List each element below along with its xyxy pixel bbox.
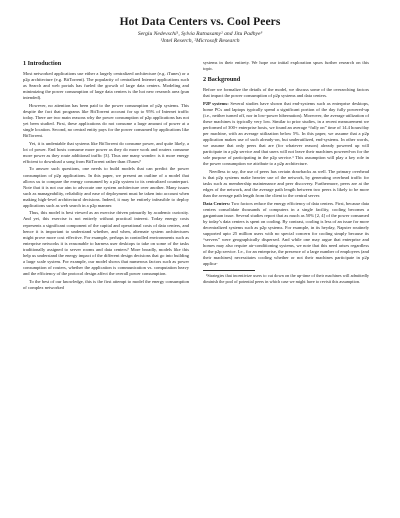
body-paragraph: To answer such questions, one needs to build models that can predict the power consumption of p2p applications. In this paper, we present an outline of a model that allows us to compare the energy consumed by a p2p system to its centralized counterpart. Note that it is not our aim to advocate one system architecture over another. Many issues such as manageability, reliability and ease of deployment must be taken into account when making high-level architectural decisions. Indeed, it may be entirely infeasible to deploy applications such as web search in a p2p manner.	[23, 166, 189, 208]
body-paragraph-datacenters	[203, 201, 369, 268]
body-paragraph: However, no attention has been paid to the power consumption of p2p systems. This despite the fact that programs like BitTorrent account for up to 95% of Internet traffic today. There are two main reasons why the power consumption of p2p applications has not yet been studied. First, these applications do not consume a large amount of power at a single location. Second, no central entity pays for the power consumed by applications like BitTorrent.	[23, 102, 189, 139]
body-paragraph: To the best of our knowledge, this is the first attempt to model the energy consumption of complex networked	[23, 278, 189, 290]
body-paragraph-drawbacks	[203, 169, 369, 199]
section-heading-background: 2 Background	[203, 76, 241, 84]
body-paragraph-p2p	[203, 101, 369, 168]
left-column	[23, 60, 189, 292]
paper-title: Hot Data Centers vs. Cool Peers	[119, 16, 281, 28]
body-paragraph: Thus, this model is best viewed as an exercise driven primarily by academic curiosity. And yet, this exercise is not entirely without practical interest. Today energy costs represents a significant component of the capital and operational costs of data centers, and hence it is important to understand whether, and when, alternate system architectures might prove more cost effective. For example, perhaps in controlled environments such as enterprise networks it is reasonable to harness user desktops to take on some of the tasks traditionally assigned to server rooms and data centers? More broadly, models like this help us understand the energy impact of the different design decisions that go into building a large scale system. For example, our model shows that numerous factors such as power consumption of routers, whether the application is communication vs. computation heavy and the efficiency of the protocol design affect the overall power consumption.	[23, 210, 189, 276]
author-block	[0, 31, 400, 45]
body-paragraph: Before we formalize the details of the model, we discuss some of the overarching factors that impact the power consumption of p2p systems and data centers.	[203, 87, 369, 99]
footnote-rule	[203, 270, 255, 271]
paragraph-text: Several studies have shown that end-systems such as enterprise desktops, home PCs and laptops typically spend a significant portion of the day fully powered-up (i.e., neither turned off, nor in low-power hibernation). Moreover, the average utilization of these machines is typically very low. Similar to prior studies, in a recent measurement we performed of 300+ enterprise hosts, we found an average “fully on” time of 14.4 hours/day per machine, with an average utilization below 5%. In this paper, we assume that a p2p application makes use of such already-on, but underutilized, end-systems. In other words, we assume that only peers that are (for whatever reason) already powered up will participate in a p2p service and that users will not leave their machines powered-on for the sole purpose of participating in the p2p service.¹ This assumption will play a key role in the power consumption we attribute to a p2p architecture.	[203, 100, 369, 167]
paragraph-text: Needless to say, the use of peers has certain drawbacks as well. The primary overhead is that p2p systems make heavier use of the network, by generating overhead traffic for tasks such as membership maintenance and peer discovery. Furthermore, peers are at the edges of the network, and the average path length between two peers is likely to be more than the average path length from the client to the central server.	[203, 168, 369, 199]
runin-heading-p2p: P2P systems:	[203, 100, 229, 106]
right-column	[203, 60, 369, 284]
body-paragraph-continuation: systems in their entirety. We hope our initial exploration spurs further research on this topic.	[203, 60, 369, 72]
author-names: Sergiu Nedevschi¹, Sylvia Ratnasamy² and Jitu Padhye³	[137, 31, 263, 37]
footnote: ¹Strategies that incentivize users to cut down on the up-time of their machines will admittedly diminish the pool of potential peers in which case we might have to revisit this assumption.	[203, 273, 369, 284]
paragraph-text: Two factors reduce the energy efficiency of data centers. First, because data centers consolidate thousands of computers in a single facility, cooling becomes a gargantuan issue. Several studies report that as much as 50% [2, 4] of the power consumed by today’s data centers is spent on cooling. By contrast, cooling is less of an issue for more decentralized systems such as p2p systems. For example, in its heyday, Napster routinely supported upto 25 million users with no special concern for cooling simply because its “servers” were geographically dispersed. And while one may argue that enterprise and homes may also require air-conditioning systems, we note that this need arises regardless of the p2p service. I.e., for an enterprise, the presence of a large number of employees (and their machines) necessitates cooling whether or not their machines participate in p2p applica-	[203, 200, 369, 267]
runin-heading-datacenters: Data Centers:	[203, 200, 231, 206]
author-affiliations: ¹Intel Reserch, ²Microsoft Research	[160, 38, 240, 44]
body-paragraph: Yet, it is undeniable that systems like BitTorrent do consume power, and quite likely, a lot of power. End hosts consume more power as they do more work and routers consume more power as they route additional traffic [3]. Thus one many wonder: is it more energy efficient to download a song from BitTorrent rather than iTunes?	[23, 140, 189, 164]
body-paragraph: Most networked applications use either a largely centralized architecture (e.g. iTunes) or a p2p architecture (e.g. BitTorrent). The popularity of centralized Internet applications such as Search and web portals has fueled the growth of large data centers. Modeling and minimizing the power consumption of large data centers is the hot new research area (pun intended).	[23, 71, 189, 101]
section-heading-introduction: 1 Introduction	[23, 60, 62, 67]
